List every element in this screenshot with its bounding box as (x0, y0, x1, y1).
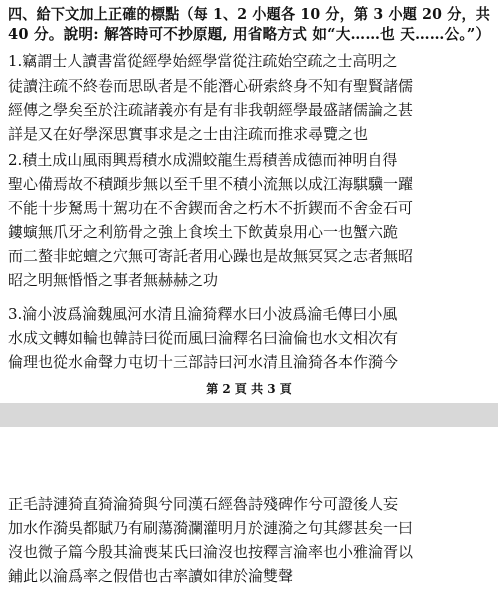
question-3-line-1: 3.淪小波爲淪魏風河水清且淪猗釋水曰小波爲淪毛傳曰小風 (8, 305, 398, 323)
question-2-line-5: 而二螯非蛇蟺之穴無可寄託者用心躁也是故無冥冥之志者無昭 (8, 247, 414, 265)
continuation-line-1: 正毛詩漣猗直猗淪猗與兮同漢石經魯詩殘碑作兮可證後人妄 (8, 495, 399, 513)
section-heading-line-2: 40 分。說明: 解答時可不抄原題, 用省略方式 如“大……也 天……公。”） (8, 25, 491, 43)
page-separator (0, 403, 498, 427)
question-1-line-2: 徒讀注疏不終卷而思臥者是不能潛心研索終身不知有聖賢諸儒 (8, 77, 414, 95)
question-1-line-3: 經傳之學矣至於注疏諸義亦有是有非我朝經學最盛諸儒論之甚 (8, 101, 414, 119)
question-2-line-2: 聖心備焉故不積蹞步無以至千里不積小流無以成江海騏驥一躍 (8, 175, 414, 193)
question-1-line-1: 1.竊謂士人讀書當從經學始經學當從注疏始空疏之士高明之 (8, 52, 398, 70)
exam-page-3 (0, 427, 498, 596)
continuation-line-3: 沒也微子篇今殷其淪喪某氏曰淪沒也按釋言淪率也小雅淪胥以 (8, 543, 414, 561)
continuation-line-4: 鋪此以淪爲率之假借也古率讀如律於淪雙聲 (8, 567, 294, 585)
continuation-line-2: 加水作漪吳都賦乃有刷蕩漪瀾灌明月於漣漪之句其繆甚矣一曰 (8, 519, 414, 537)
question-2-line-1: 2.積土成山風雨興焉積水成淵蛟龍生焉積善成德而神明自得 (8, 151, 398, 169)
question-1-line-4: 詳是又在好學深思實事求是之士由注疏而推求尋覽之也 (8, 125, 369, 143)
page-number-footer: 第 2 頁 共 3 頁 (206, 382, 292, 396)
question-3-line-3: 倫理也從水侖聲力屯切十三部詩曰河水清且淪猗各本作漪今 (8, 353, 399, 371)
question-2-line-3: 不能十步駑馬十駕功在不舍鍥而舍之朽木不折鍥而不舍金石可 (8, 199, 414, 217)
question-3-line-2: 水成文轉如輪也韓詩曰從而風曰淪釋名曰淪倫也水文相次有 (8, 329, 399, 347)
section-heading-line-1: 四、給下文加上正確的標點（每 1、2 小題各 10 分，第 3 小題 20 分，共 (8, 5, 491, 23)
question-2-line-6: 昭之明無惛惛之事者無赫赫之功 (8, 271, 219, 289)
question-2-line-4: 鏤螾無爪牙之利筋骨之強上食埃土下飲黃泉用心一也蟹六跪 (8, 223, 399, 241)
